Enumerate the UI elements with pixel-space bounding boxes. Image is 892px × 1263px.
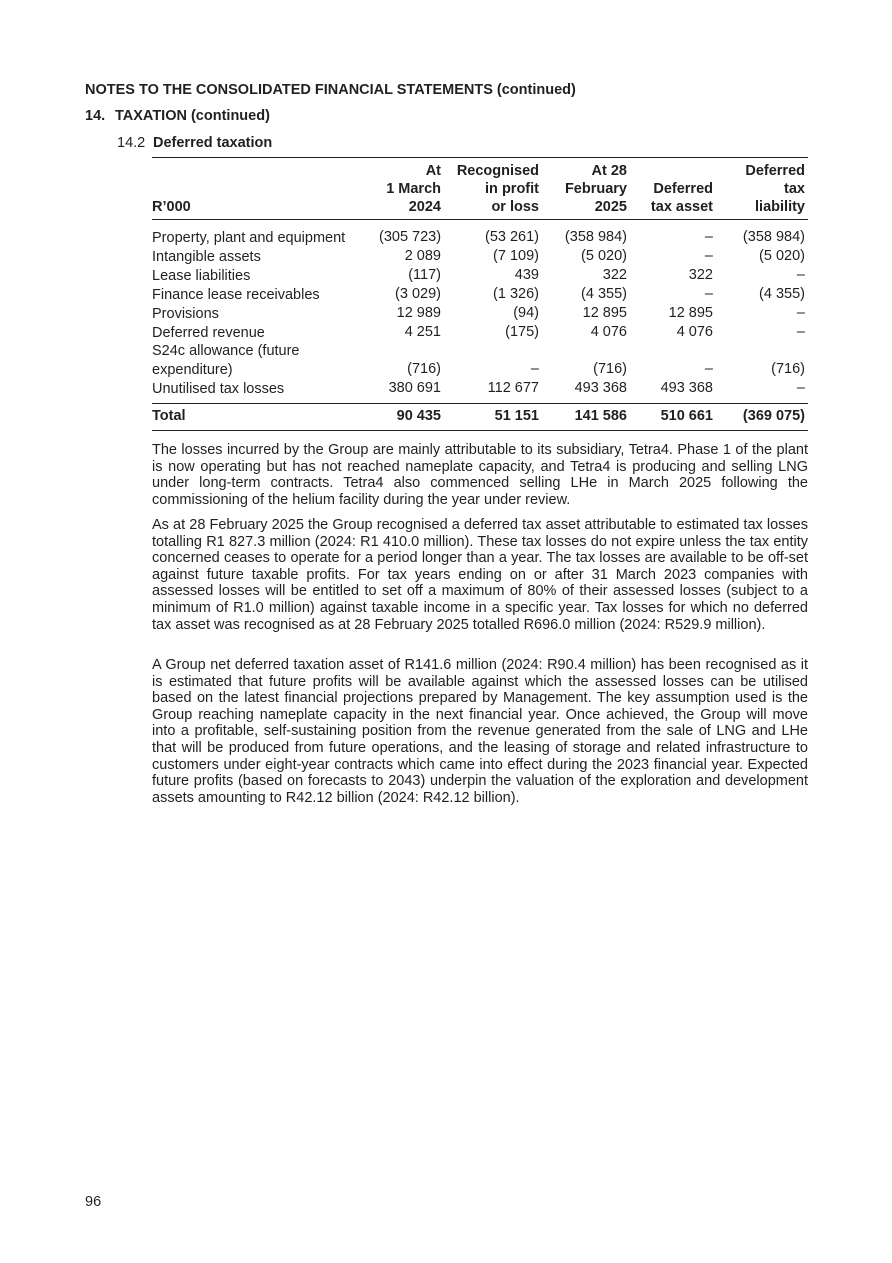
total-cell: 90 435 xyxy=(396,408,441,424)
table-row xyxy=(152,285,808,304)
table-cell: – xyxy=(704,361,713,377)
column-header-deferred-tax-liability: Deferred tax liability xyxy=(745,163,805,215)
row-label: Unutilised tax losses xyxy=(152,380,285,397)
section-heading xyxy=(85,108,270,124)
page-number: 96 xyxy=(85,1194,102,1210)
table-cell: 4 076 xyxy=(590,324,627,340)
table-cell: (7 109) xyxy=(493,248,539,264)
subsection-title: Deferred taxation xyxy=(153,135,273,151)
table-cell: (716) xyxy=(407,361,441,377)
table-cell: (358 984) xyxy=(564,229,627,245)
table-cell: (716) xyxy=(771,361,805,377)
column-header-recognised: Recognised in profit or loss xyxy=(456,163,539,215)
page-title: NOTES TO THE CONSOLIDATED FINANCIAL STATEMENTS (continued) xyxy=(85,82,576,98)
table-cell: 493 368 xyxy=(660,380,713,396)
row-label: Provisions xyxy=(152,305,219,322)
subsection-heading xyxy=(117,135,272,151)
column-header-deferred-tax-asset: Deferred tax asset xyxy=(650,181,713,215)
table-cell: (94) xyxy=(513,305,539,321)
table-cell: 2 089 xyxy=(404,248,441,264)
table-cell: 439 xyxy=(514,267,539,283)
table-row xyxy=(152,266,808,285)
column-header-opening: At 1 March 2024 xyxy=(386,163,441,215)
row-label: S24c allowance (future expenditure) xyxy=(152,343,300,378)
table-cell: 322 xyxy=(602,267,627,283)
table-cell: 4 251 xyxy=(404,324,441,340)
column-header-closing: At 28 February 2025 xyxy=(564,163,627,215)
section-number: 14. xyxy=(85,108,106,124)
paragraph-tax-losses: As at 28 February 2025 the Group recognised a deferred tax asset attributable to estimated tax losses totalling R1 827.3 million (2024: R1 410.0 million). These tax losses do not expire unless the tax entity concerned ceases to operate for a period longer than a year. The tax losses are available to be off-set against future taxable profits. For tax years ending on or after 31 March 2023 companies with assessed losses will be entitled to set off a maximum of 80% of their assessed losses (subject to a minimum of R1.0 million) against taxable income in a specific year. Tax losses for which no deferred tax asset was recognised as at 28 February 2025 totalled R696.0 million (2024: R529.9 million). xyxy=(152,517,808,633)
row-label: Intangible assets xyxy=(152,248,261,265)
table-cell: 12 895 xyxy=(582,305,627,321)
table-cell: 4 076 xyxy=(676,324,713,340)
table-cell: (5 020) xyxy=(759,248,805,264)
row-label: Deferred revenue xyxy=(152,324,265,341)
table-cell: 112 677 xyxy=(487,380,539,396)
subsection-number: 14.2 xyxy=(117,135,146,151)
table-cell: (117) xyxy=(408,267,441,283)
row-label: Lease liabilities xyxy=(152,267,251,284)
total-cell: 51 151 xyxy=(494,408,539,424)
table-row xyxy=(152,220,808,248)
table-cell: 12 895 xyxy=(668,305,713,321)
table-cell: (4 355) xyxy=(759,286,805,302)
table-row xyxy=(152,342,808,379)
table-cell: (716) xyxy=(593,361,627,377)
paragraph-net-deferred-asset: A Group net deferred taxation asset of R141.6 million (2024: R90.4 million) has been recognised as it is estimated that future profits will be available against which the assessed losses can be utilised based on the latest financial projections prepared by Management. The key assumption used is the Group reaching nameplate capacity in the next financial year. Once achieved, the Group will move into a profitable, self-sustaining position from the revenue generated from the sale of LNG and LHe that will be produced from future operations, and the leasing of storage and related infrastructure to customers under eight-year contracts which came into effect during the 2023 financial year. Expected future profits (based on forecasts to 2043) underpin the valuation of the exploration and development assets amounting to R42.12 billion (2024: R42.12 billion). xyxy=(152,657,808,806)
table-cell: (1 326) xyxy=(493,286,539,302)
table-cell: 493 368 xyxy=(574,380,627,396)
table-cell: – xyxy=(704,229,713,245)
table-cell: (53 261) xyxy=(484,229,539,245)
table-cell: (305 723) xyxy=(379,229,442,245)
total-cell: (369 075) xyxy=(742,408,805,424)
table-cell: (175) xyxy=(505,324,539,340)
table-header-row xyxy=(152,158,808,220)
table-cell: – xyxy=(704,286,713,302)
column-header-unit: R’000 xyxy=(152,199,191,215)
table-cell: – xyxy=(530,361,539,377)
table-row xyxy=(152,247,808,266)
table-cell: – xyxy=(704,248,713,264)
table-cell: 380 691 xyxy=(388,380,441,396)
table-row xyxy=(152,379,808,404)
table-cell: (5 020) xyxy=(581,248,627,264)
table-row xyxy=(152,304,808,323)
row-label: Property, plant and equipment xyxy=(152,229,346,246)
table-row xyxy=(152,323,808,342)
total-cell: 141 586 xyxy=(574,408,627,424)
table-cell: – xyxy=(796,267,805,283)
table-cell: – xyxy=(796,305,805,321)
table-total-row xyxy=(152,404,808,431)
table-cell: (358 984) xyxy=(742,229,805,245)
table-cell: – xyxy=(796,380,805,396)
total-cell: 510 661 xyxy=(660,408,713,424)
deferred-taxation-table xyxy=(152,157,808,431)
table-cell: 12 989 xyxy=(396,305,441,321)
table-cell: (3 029) xyxy=(395,286,441,302)
paragraph-losses: The losses incurred by the Group are mainly attributable to its subsidiary, Tetra4. Phase 1 of the plant is now operating but has not reached nameplate capacity, and Tetra4 is producing and selling LNG under long-term contracts. Tetra4 also commenced selling LHe in March 2025 following the commissioning of the helium facility during the year under review. xyxy=(152,442,808,508)
row-label: Finance lease receivables xyxy=(152,286,320,303)
table-cell: (4 355) xyxy=(581,286,627,302)
table-cell: 322 xyxy=(688,267,713,283)
table-cell: – xyxy=(796,324,805,340)
total-label: Total xyxy=(152,408,186,424)
section-title: TAXATION (continued) xyxy=(115,108,270,124)
